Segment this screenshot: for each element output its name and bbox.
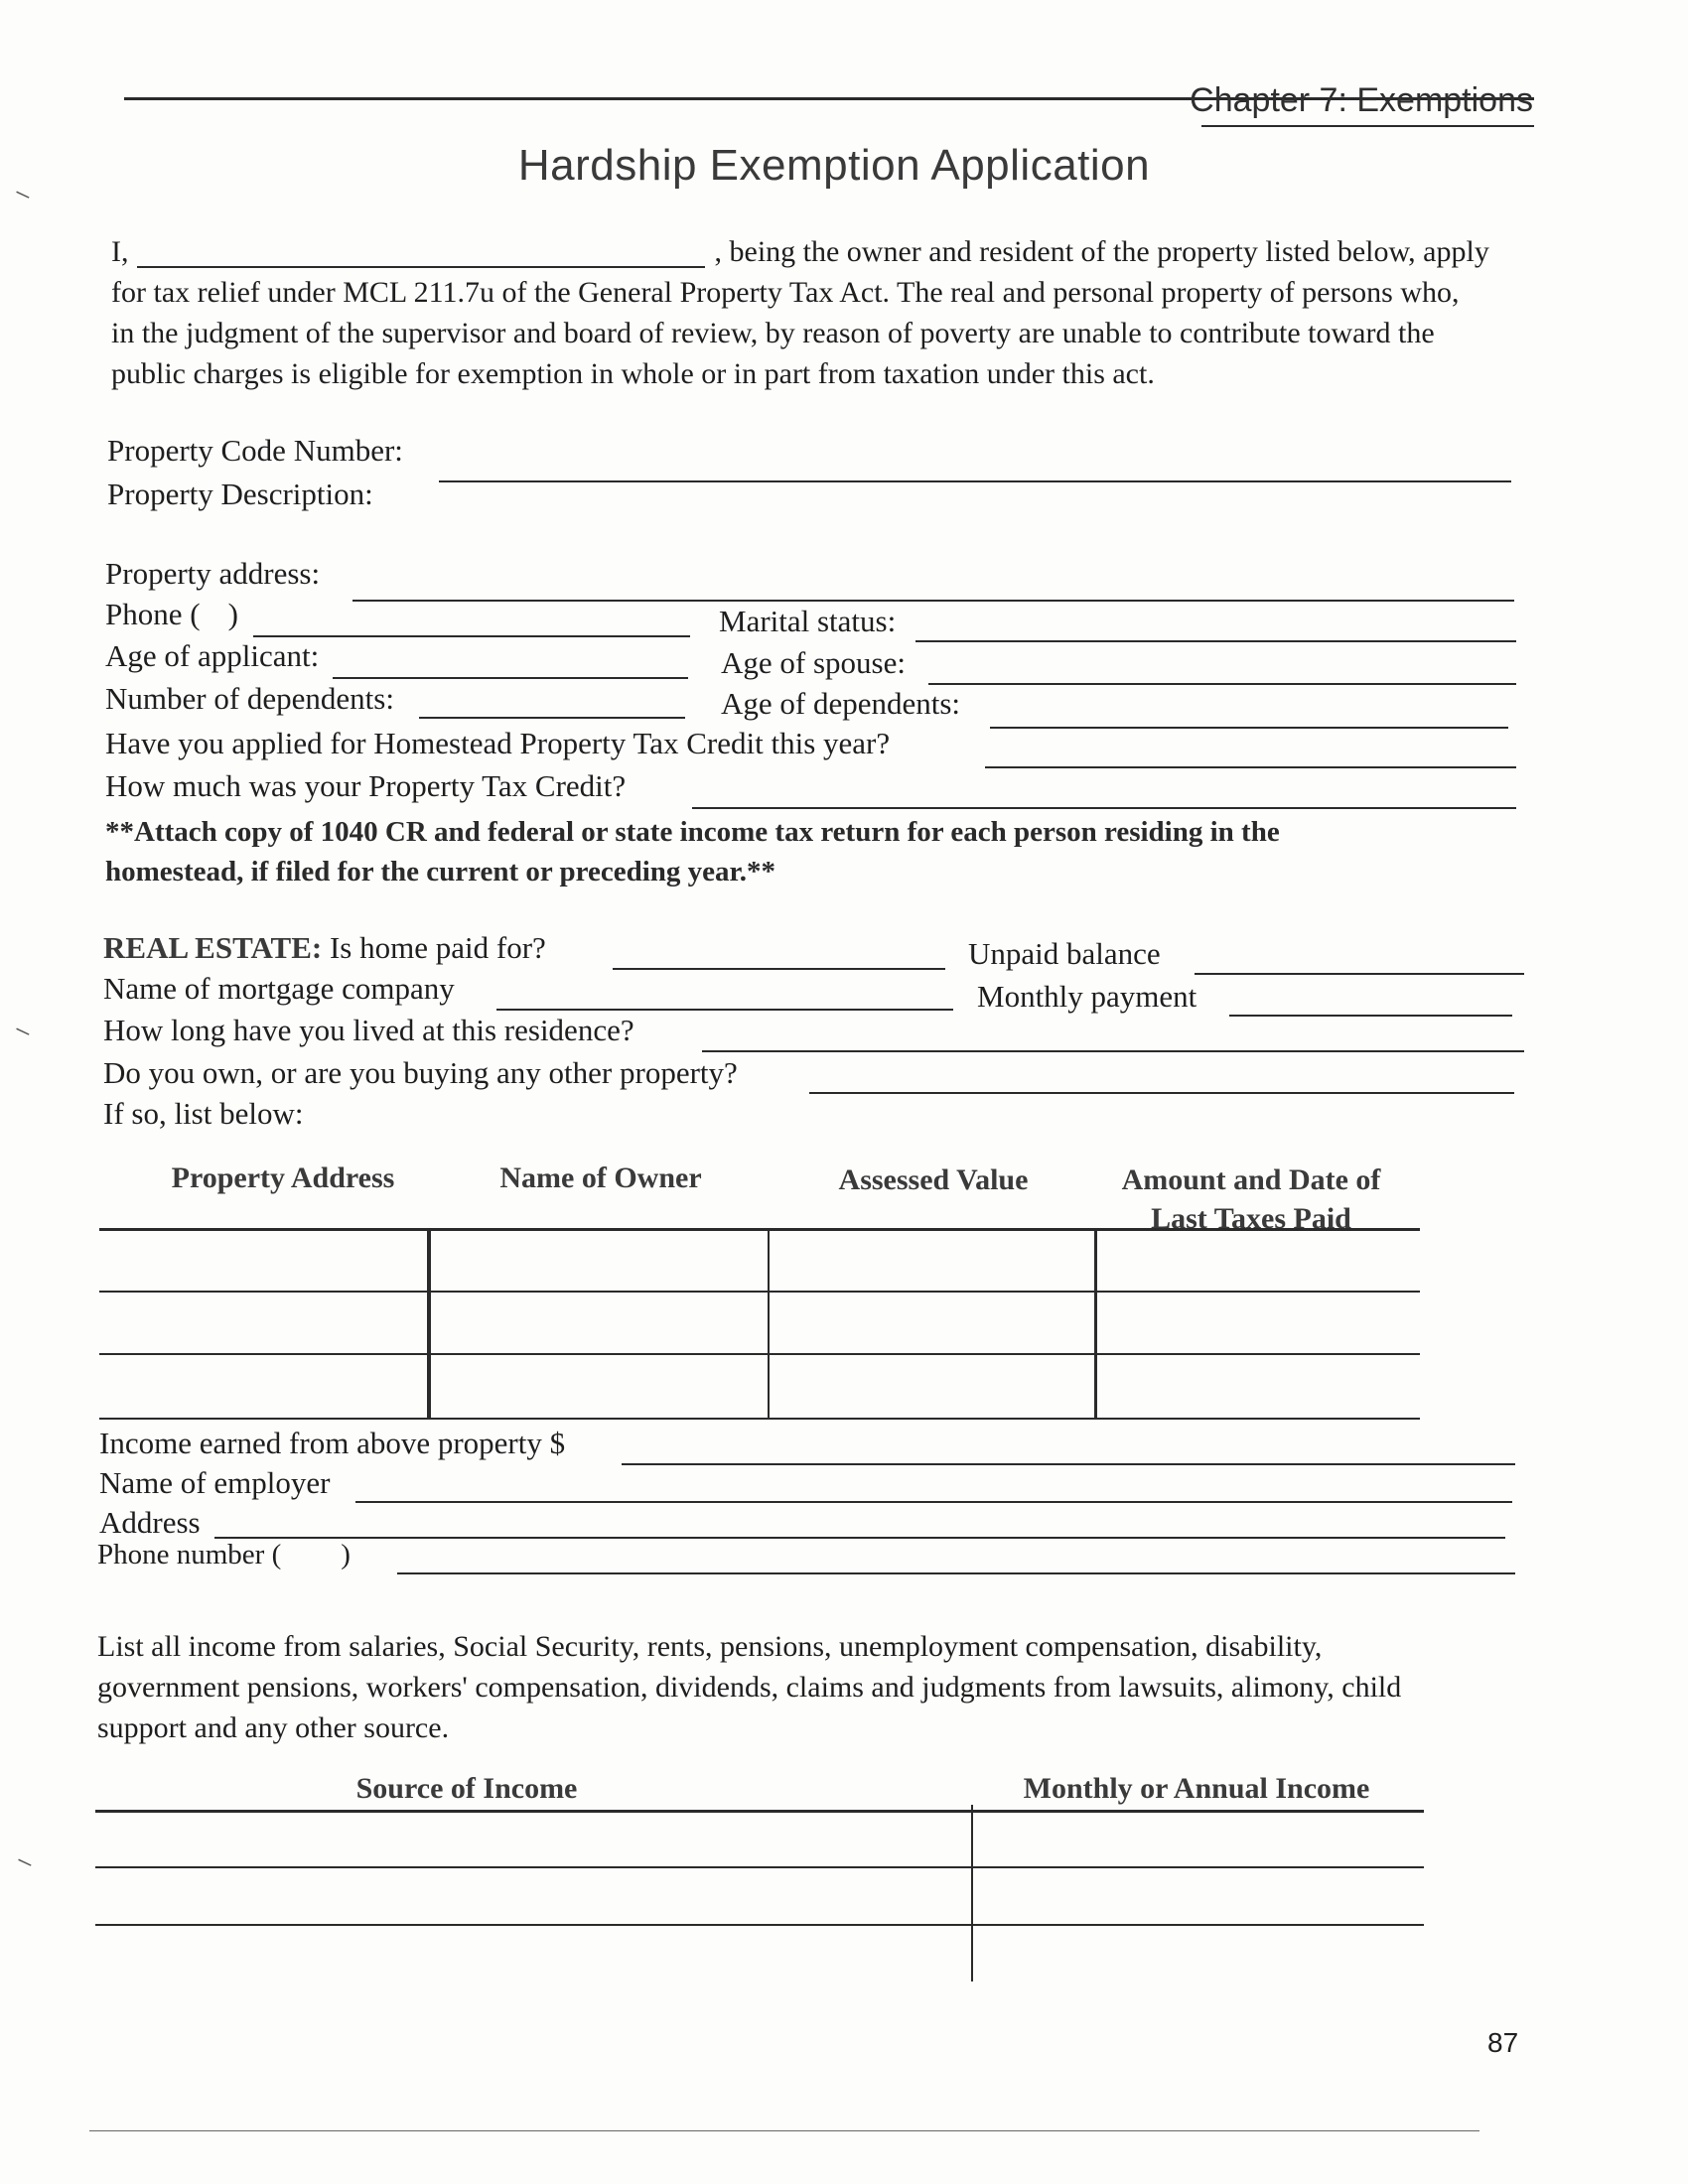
table-cell-address[interactable] <box>103 1243 425 1277</box>
credit-label: How much was your Property Tax Credit? <box>105 768 627 803</box>
lived-input[interactable] <box>704 1015 1526 1048</box>
table-cell-value[interactable] <box>776 1243 1090 1277</box>
scan-mark: − <box>10 1844 40 1882</box>
attach-note-line-2: homestead, if filed for the current or preceding year.** <box>105 856 775 887</box>
property-table-rule-3 <box>99 1418 1420 1420</box>
credit-input[interactable] <box>694 771 1517 805</box>
dependents-label: Number of dependents: <box>105 681 394 716</box>
income-amount-input[interactable] <box>981 1882 1422 1916</box>
home-paid-line <box>613 968 945 970</box>
property-code-label: Property Code Number: <box>107 433 403 468</box>
marital-status-line <box>915 640 1516 642</box>
employer-address-label: Address <box>99 1505 201 1540</box>
real-estate-heading: REAL ESTATE: <box>103 930 323 965</box>
table-cell-taxes[interactable] <box>1104 1306 1418 1340</box>
col-header-owner: Name of Owner <box>499 1161 702 1194</box>
marital-status-label: Marital status: <box>719 604 897 638</box>
lived-line <box>702 1050 1524 1052</box>
employer-input[interactable] <box>357 1465 1513 1499</box>
scan-mark: − <box>8 1014 38 1051</box>
property-address-input[interactable] <box>354 564 1515 598</box>
unpaid-balance-line <box>1195 973 1524 975</box>
marital-status-input[interactable] <box>917 605 1517 638</box>
attach-note-line-1: **Attach copy of 1040 CR and federal or state income tax return for each person residing in the <box>105 816 1280 848</box>
property-table-divider-3 <box>1094 1228 1097 1418</box>
property-income-input[interactable] <box>624 1428 1516 1461</box>
income-table-divider <box>971 1805 973 1981</box>
age-dependents-label: Age of dependents: <box>721 686 961 721</box>
scan-mark: − <box>8 177 38 214</box>
monthly-payment-input[interactable] <box>1231 979 1513 1013</box>
table-cell-owner[interactable] <box>437 1243 764 1277</box>
employer-phone-input[interactable] <box>399 1539 1515 1572</box>
phone-paren-close: ) <box>227 597 238 631</box>
employer-phone-label-text: Phone number ( <box>97 1539 282 1570</box>
income-table-top-rule <box>95 1810 1424 1813</box>
age-dependents-input[interactable] <box>992 691 1510 725</box>
mortgage-company-line <box>496 1009 953 1011</box>
property-table-rule-2 <box>99 1353 1420 1355</box>
age-applicant-input[interactable] <box>335 641 690 675</box>
table-cell-value[interactable] <box>776 1370 1090 1404</box>
property-address-label: Property address: <box>105 556 321 591</box>
property-code-input[interactable] <box>441 445 1512 478</box>
age-spouse-label: Age of spouse: <box>721 645 906 680</box>
credit-line <box>692 807 1516 809</box>
property-table-divider-2 <box>768 1228 770 1418</box>
home-paid-label: Is home paid for? <box>329 930 546 965</box>
col-header-property-address: Property Address <box>171 1161 395 1194</box>
table-cell-owner[interactable] <box>437 1370 764 1404</box>
dependents-line <box>419 717 685 719</box>
employer-phone-label <box>97 1541 351 1570</box>
age-spouse-line <box>928 683 1516 685</box>
property-code-line <box>439 480 1511 482</box>
phone-label-text: Phone ( <box>105 597 201 631</box>
unpaid-balance-input[interactable] <box>1196 937 1526 971</box>
phone-input[interactable] <box>258 600 689 633</box>
page-number: 87 <box>1487 2027 1519 2058</box>
page-title: Hardship Exemption Application <box>517 141 1151 190</box>
col-header-amount: Monthly or Annual Income <box>1023 1772 1370 1805</box>
other-property-input[interactable] <box>811 1056 1515 1090</box>
dependents-input[interactable] <box>421 683 687 717</box>
property-table-divider-1 <box>427 1228 431 1418</box>
employer-label: Name of employer <box>99 1465 331 1500</box>
table-cell-owner[interactable] <box>437 1306 764 1340</box>
age-applicant-label: Age of applicant: <box>105 638 320 673</box>
col-header-assessed-value: Assessed Value <box>838 1163 1029 1196</box>
employer-phone-line <box>397 1572 1515 1574</box>
table-cell-value[interactable] <box>776 1306 1090 1340</box>
home-paid-input[interactable] <box>615 932 946 966</box>
table-cell-address[interactable] <box>103 1370 425 1404</box>
age-spouse-input[interactable] <box>930 647 1518 681</box>
phone-line <box>253 635 690 637</box>
monthly-payment-label: Monthly payment <box>977 979 1197 1014</box>
other-property-line <box>809 1092 1514 1094</box>
applicant-name-line <box>137 266 705 268</box>
employer-line <box>355 1501 1512 1503</box>
intro-line-4: public charges is eligible for exemption in whole or in part from taxation under this act. <box>111 357 1155 390</box>
table-cell-taxes[interactable] <box>1104 1243 1418 1277</box>
age-dependents-line <box>990 727 1508 729</box>
mortgage-company-label: Name of mortgage company <box>103 971 455 1006</box>
intro-i: I, <box>111 235 129 268</box>
income-instructions-line-2: government pensions, workers' compensation, dividends, claims and judgments from lawsuits, alimony, child <box>97 1671 1402 1704</box>
property-income-label: Income earned from above property $ <box>99 1426 566 1460</box>
other-property-label: Do you own, or are you buying any other property? <box>103 1055 738 1090</box>
intro-line-3: in the judgment of the supervisor and board of review, by reason of poverty are unable to contribute toward the <box>111 317 1435 349</box>
property-table-rule-1 <box>99 1291 1420 1293</box>
table-cell-address[interactable] <box>103 1306 425 1340</box>
homestead-label: Have you applied for Homestead Property Tax Credit this year? <box>105 726 891 760</box>
income-source-input[interactable] <box>99 1825 967 1858</box>
intro-line-2: for tax relief under MCL 211.7u of the General Property Tax Act. The real and personal property of persons who, <box>111 276 1460 309</box>
income-source-input[interactable] <box>99 1882 967 1916</box>
table-cell-taxes[interactable] <box>1104 1370 1418 1404</box>
property-description-label: Property Description: <box>107 477 373 511</box>
income-table-rule-1 <box>95 1866 1424 1868</box>
income-instructions-line-1: List all income from salaries, Social Security, rents, pensions, unemployment compensation, disability, <box>97 1630 1323 1663</box>
phone-label <box>105 599 238 629</box>
col-header-last-taxes: Amount and Date of Last Taxes Paid <box>1121 1163 1381 1235</box>
homestead-line <box>985 766 1516 768</box>
chapter-underline <box>1201 125 1534 127</box>
applicant-name-input[interactable] <box>139 232 704 266</box>
employer-address-input[interactable] <box>216 1505 1506 1539</box>
intro-line-1-end: , being the owner and resident of the property listed below, apply <box>714 235 1489 268</box>
age-applicant-line <box>333 677 688 679</box>
income-amount-input[interactable] <box>981 1825 1422 1858</box>
employer-phone-paren-close: ) <box>341 1539 351 1570</box>
income-instructions-line-3: support and any other source. <box>97 1711 450 1744</box>
mortgage-company-input[interactable] <box>498 973 954 1007</box>
homestead-input[interactable] <box>987 731 1517 764</box>
income-table-rule-2 <box>95 1924 1424 1926</box>
lived-label: How long have you lived at this residence? <box>103 1013 634 1047</box>
unpaid-balance-label: Unpaid balance <box>968 936 1161 971</box>
list-below-label: If so, list below: <box>103 1096 304 1131</box>
chapter-label: Chapter 7: Exemptions <box>1190 81 1533 119</box>
property-table-top-rule <box>99 1228 1420 1231</box>
real-estate-row <box>103 932 546 963</box>
col-header-source: Source of Income <box>355 1772 578 1805</box>
footer-rule <box>89 2130 1479 2131</box>
